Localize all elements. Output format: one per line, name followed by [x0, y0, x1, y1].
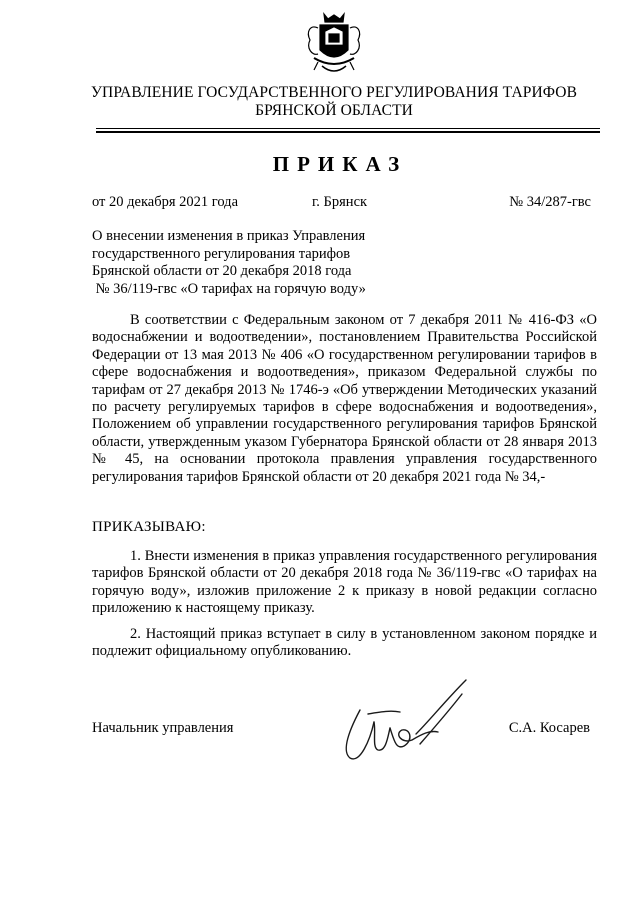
signatory-position: Начальник управления: [92, 720, 234, 736]
organization-line-2: БРЯНСКОЙ ОБЛАСТИ: [255, 102, 413, 119]
signatory-name: С.А. Косарев: [508, 720, 590, 736]
header-rule-thick: [96, 131, 600, 133]
subject-line: № 36/119-гвс «О тарифах на горячую воду»: [92, 280, 366, 297]
handwritten-signature: [330, 670, 480, 780]
subject-line: Брянской области от 20 декабря 2018 года: [92, 263, 352, 279]
document-date: от 20 декабря 2021 года: [92, 194, 238, 210]
order-word: ПРИКАЗЫВАЮ:: [92, 519, 206, 535]
subject-line: государственного регулирования тарифов: [92, 245, 351, 262]
organization-name: [60, 84, 608, 120]
preamble-paragraph: В соответствии с Федеральным законом от 7 декабря 2011 № 416-ФЗ «О водоснабжении и водоотведении», постановлением Правительства Российской Федерации от 13 мая 2013 № 406 «О государственном регулировании тарифов в сфере водоснабжения и водоотведения», приказом Федеральной службы по тарифам от 27 декабря 2013 № 1746-э «Об утверждении Методических указаний по расчету регулируемых тарифов в сфере водоснабжения и водоотведения», Положением об управлении государственного регулирования тарифов Брянской области, утвержденным указом Губернатора Брянской области от 28 января 2013 № 45, на основании протокола правления управления государственного регулирования тарифов Брянской области от 20 декабря 2021 года № 34,-: [92, 312, 597, 485]
document-number: № 34/287-гвс: [509, 194, 591, 210]
organization-line-1: УПРАВЛЕНИЕ ГОСУДАРСТВЕННОГО РЕГУЛИРОВАНИЯ ТАРИФОВ: [90, 84, 578, 101]
bryansk-coat-of-arms-icon: [300, 10, 368, 80]
subject-line: О внесении изменения в приказ Управления: [92, 228, 366, 244]
document-title: ПРИКАЗ: [272, 152, 408, 176]
document-subject: [92, 228, 412, 298]
order-item: 1. Внести изменения в приказ управления государственного регулирования тарифов Брянской области от 20 декабря 2018 года № 36/119-гвс «О тарифах на горячую воду», изложив приложение 2 к приказу в новой редакции согласно приложению к настоящему приказу.: [92, 548, 597, 617]
order-item: 2. Настоящий приказ вступает в силу в установленном законом порядке и подлежит официальному опубликованию.: [92, 626, 597, 660]
header-rule-thin: [96, 128, 600, 129]
document-city: г. Брянск: [312, 194, 368, 210]
